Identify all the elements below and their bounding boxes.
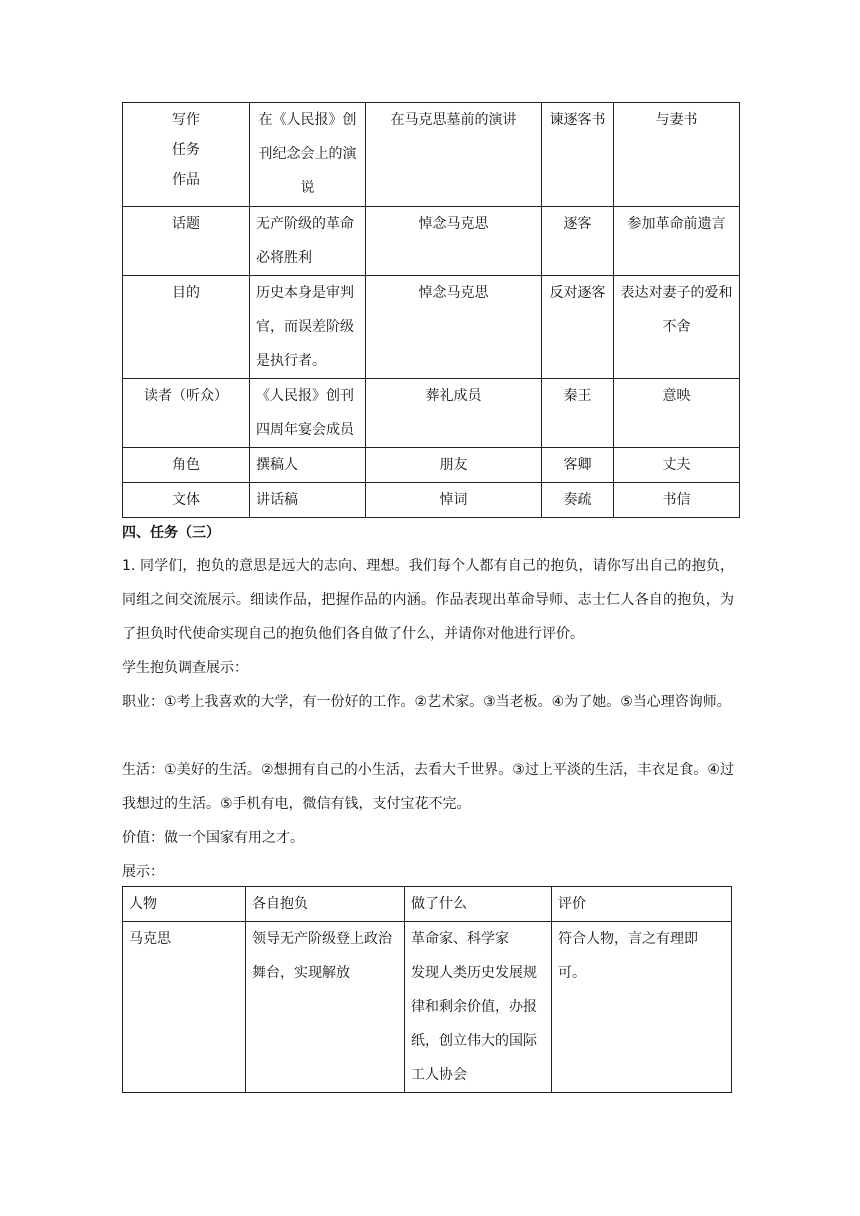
table-cell: 表达对妻子的爱和不舍 <box>614 276 740 379</box>
table-cell: 参加革命前遗言 <box>614 207 740 276</box>
paragraph-task-intro: 1. 同学们，抱负的意思是远大的志向、理想。我们每个人都有自己的抱负，请你写出自己的抱负，同组之间交流展示。细读作品，把握作品的内涵。作品表现出革命导师、志士仁人各自的抱负，为了担负时代使命实现自己的抱负他们各自做了什么，并请你对他进行评价。 <box>122 558 734 642</box>
table-cell: 秦王 <box>542 379 614 448</box>
header-ambition: 各自抱负 <box>246 887 405 922</box>
table-cell: 奏疏 <box>542 483 614 518</box>
paragraph-survey-title: 学生抱负调查展示： <box>122 660 248 676</box>
paragraph-life: 生活：①美好的生活。②想拥有自己的小生活，去看大千世界。③过上平淡的生活，丰衣足食。④过我想过的生活。⑤手机有电，微信有钱，支付宝花不完。 <box>122 762 734 812</box>
table-row <box>123 103 740 207</box>
paragraph-display: 展示： <box>122 864 164 880</box>
cell-ambition: 领导无产阶级登上政治舞台，实现解放 <box>246 922 405 1093</box>
table-cell: 客卿 <box>542 448 614 483</box>
header-evaluation: 评价 <box>552 887 732 922</box>
row-label-role: 角色 <box>123 448 250 483</box>
table-cell: 《人民报》创刊四周年宴会成员 <box>250 379 366 448</box>
table-cell: 撰稿人 <box>250 448 366 483</box>
table-cell: 悼念马克思 <box>366 276 542 379</box>
section-heading: 四、任务（三） <box>122 525 220 541</box>
table-row <box>123 448 740 483</box>
table-cell: 在《人民报》创刊纪念会上的演说 <box>250 103 366 207</box>
table-cell: 谏逐客书 <box>542 103 614 207</box>
ambition-table <box>122 886 732 1093</box>
table-header-row <box>123 887 732 922</box>
paragraph-value: 价值：做一个国家有用之才。 <box>122 830 304 846</box>
row-label-topic: 话题 <box>123 207 250 276</box>
table-cell: 朋友 <box>366 448 542 483</box>
cell-person: 马克思 <box>123 922 246 1093</box>
table-row <box>123 922 732 1093</box>
table-cell: 无产阶级的革命必将胜利 <box>250 207 366 276</box>
table-cell: 逐客 <box>542 207 614 276</box>
header-person: 人物 <box>123 887 246 922</box>
table-cell: 书信 <box>614 483 740 518</box>
table-row <box>123 207 740 276</box>
row-label-audience: 读者（听众） <box>123 379 250 448</box>
header-deeds: 做了什么 <box>405 887 552 922</box>
table-cell: 悼念马克思 <box>366 207 542 276</box>
table-cell: 反对逐客 <box>542 276 614 379</box>
table-cell: 悼词 <box>366 483 542 518</box>
table-row <box>123 483 740 518</box>
row-label-task-work <box>123 103 250 207</box>
table-cell: 历史本身是审判官，而误差阶级是执行者。 <box>250 276 366 379</box>
table-cell: 讲话稿 <box>250 483 366 518</box>
table-cell: 葬礼成员 <box>366 379 542 448</box>
table-cell: 与妻书 <box>614 103 740 207</box>
table-row <box>123 379 740 448</box>
row-label-purpose: 目的 <box>123 276 250 379</box>
row-label-text: 写作 任务 作品 <box>172 112 200 188</box>
writing-task-table <box>122 102 740 518</box>
paragraph-career: 职业：①考上我喜欢的大学，有一份好的工作。②艺术家。③当老板。④为了她。⑤当心理咨询师。 <box>122 694 731 710</box>
cell-evaluation: 符合人物，言之有理即可。 <box>552 922 732 1093</box>
cell-deeds: 革命家、科学家 发现人类历史发展规律和剩余价值，办报纸，创立伟大的国际工人协会 <box>405 922 552 1093</box>
table-row <box>123 276 740 379</box>
table-cell: 意映 <box>614 379 740 448</box>
table-cell: 在马克思墓前的演讲 <box>366 103 542 207</box>
table-cell: 丈夫 <box>614 448 740 483</box>
row-label-genre: 文体 <box>123 483 250 518</box>
